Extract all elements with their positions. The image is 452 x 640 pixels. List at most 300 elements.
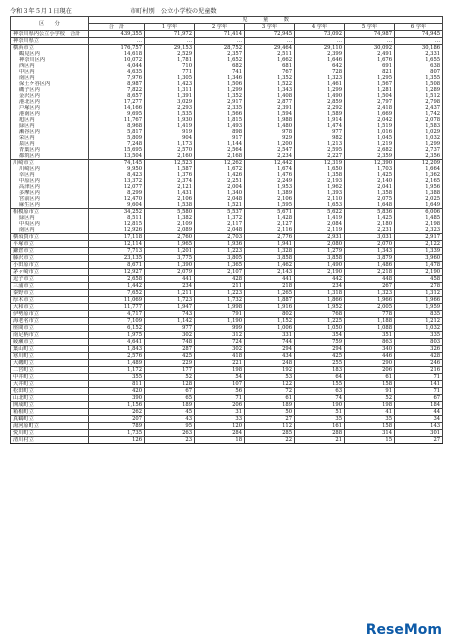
row-grade-1-value: 748 [145,339,195,346]
row-grade-5-value: 290 [345,360,395,367]
row-grade-5-value: 61 [345,374,395,381]
table-body [11,31,443,444]
row-grade-6-value: 1,289 [395,87,443,93]
row-grade-6-value: 12,209 [395,160,443,167]
header-grade-2: 2 学年 [195,24,245,31]
row-total-value: 12,815 [89,221,145,227]
row-grade-5-value: 1,966 [345,297,395,304]
row-grade-4-value: 1,914 [295,117,345,123]
table-row [11,325,443,332]
row-grade-6-value: 1,512 [395,93,443,99]
row-total-value: 1,843 [89,346,145,353]
row-grade-3-value: 2,391 [245,105,295,111]
row-district-name: 座間市立 [11,325,89,332]
row-grade-6-value: … [395,38,443,45]
table-row [11,395,443,402]
row-grade-3-value: 2,877 [245,99,295,105]
row-grade-5-value: 30,092 [345,45,395,52]
row-grade-5-value: 158 [345,423,395,430]
row-grade-1-value: 1,382 [145,215,195,221]
row-total-value: 74,145 [89,160,145,167]
row-grade-2-value: 31 [195,409,245,416]
row-grade-1-value: 904 [145,135,195,141]
row-grade-1-value: 1,930 [145,117,195,123]
row-total-value: 12,077 [89,184,145,190]
row-grade-5-value: 2,797 [345,99,395,105]
row-grade-3-value: 1,265 [245,290,295,297]
row-grade-5-value: 1,519 [345,123,395,129]
row-grade-5-value: 1,219 [345,141,395,147]
row-grade-3-value: 441 [245,276,295,283]
row-grade-6-value: 2,737 [395,147,443,153]
row-grade-4-value: 294 [295,346,345,353]
row-grade-1-value: 771 [145,69,195,75]
row-grade-2-value: 1,672 [195,166,245,172]
row-grade-2-value: 221 [195,360,245,367]
row-grade-1-value: 1,419 [145,123,195,129]
row-grade-2-value: 2,703 [195,234,245,241]
row-district-name: 清川村立 [11,437,89,444]
row-grade-1-value: 710 [145,63,195,69]
row-grade-4-value: 2,110 [295,196,345,202]
row-grade-6-value: 2,122 [395,241,443,248]
row-grade-1-value: 177 [145,367,195,374]
row-total-value: 811 [89,381,145,388]
row-grade-2-value: 284 [195,430,245,437]
row-grade-6-value: 1,355 [395,75,443,81]
row-grade-6-value: 216 [395,367,443,374]
row-grade-2-value: 741 [195,69,245,75]
row-grade-4-value: 1,279 [295,248,345,255]
row-total-value: 1,442 [89,283,145,290]
row-grade-3-value: 72,945 [245,31,295,38]
table-row [11,332,443,339]
row-district-name: 伊勢原市立 [11,311,89,318]
row-grade-4-value: 64 [295,374,345,381]
row-grade-3-value: … [245,38,295,45]
row-grade-5-value: 2,180 [345,221,395,227]
row-grade-6-value: 1,742 [395,111,443,117]
header-total: 合 計 [89,24,145,31]
row-grade-1-value: 2,529 [145,51,195,57]
table-row [11,234,443,241]
row-grade-3-value: 2,116 [245,227,295,234]
row-grade-4-value: 2,859 [295,99,345,105]
row-grade-6-value: 326 [395,346,443,353]
row-grade-2-value: 56 [195,388,245,395]
row-grade-5-value: 1,567 [345,81,395,87]
row-grade-4-value: 1,419 [295,215,345,221]
row-grade-4-value: 2,399 [295,51,345,57]
row-grade-1-value: 977 [145,325,195,332]
row-grade-5-value: 12,390 [345,160,395,167]
row-total-value: 14,166 [89,105,145,111]
row-total-value: 355 [89,374,145,381]
row-grade-3-value: 1,200 [245,141,295,147]
row-grade-3-value: 434 [245,353,295,360]
row-grade-3-value: 2,511 [245,51,295,57]
row-grade-4-value: 982 [295,135,345,141]
row-total-value: 7,652 [89,290,145,297]
row-grade-6-value: 6,006 [395,209,443,216]
row-grade-1-value: 189 [145,402,195,409]
row-grade-6-value: 141 [395,381,443,388]
row-total-value: 2,658 [89,276,145,283]
row-grade-3-value: 2,106 [245,196,295,202]
row-grade-5-value: 351 [345,332,395,339]
row-grade-6-value: 30,186 [395,45,443,52]
row-grade-6-value: 2,798 [395,99,443,105]
row-grade-2-value: 2,335 [195,105,245,111]
row-grade-5-value: 821 [345,69,395,75]
row-grade-3-value: 1,428 [245,215,295,221]
row-grade-3-value: 1,462 [245,262,295,269]
row-grade-4-value: 2,193 [295,178,345,184]
page-title: 市町村別 公立小学校の児童数 [130,8,217,15]
row-grade-5-value: 314 [345,430,395,437]
table-row [11,38,443,45]
row-grade-1-value: 2,760 [145,234,195,241]
row-grade-2-value: 120 [195,423,245,430]
row-grade-3-value: 1,887 [245,297,295,304]
row-district-name: 中区内 [11,69,89,75]
row-grade-2-value: 999 [195,325,245,332]
row-grade-5-value: 198 [345,402,395,409]
row-grade-3-value: 72 [245,388,295,395]
row-grade-3-value: 1,006 [245,325,295,332]
row-grade-6-value: 1,478 [395,262,443,269]
row-district-name: 都筑区内 [11,153,89,160]
row-grade-6-value: 835 [395,311,443,318]
table-row [11,311,443,318]
row-total-value: 439,355 [89,31,145,38]
row-grade-5-value: 2,418 [345,105,395,111]
row-grade-6-value: 1,032 [395,325,443,332]
row-district-name: 神奈川県内公立小学校 合計 [11,31,89,38]
row-grade-4-value: … [295,38,345,45]
row-grade-2-value: 1,352 [195,93,245,99]
row-grade-2-value: 206 [195,402,245,409]
row-grade-3-value: 2,234 [245,153,295,160]
row-total-value: 9,604 [89,202,145,209]
row-grade-5-value: 1,088 [345,325,395,332]
row-grade-5-value: 446 [345,353,395,360]
row-grade-6-value: 1,956 [395,184,443,190]
row-grade-4-value: 1,962 [295,184,345,190]
row-district-name: 泉区内 [11,141,89,147]
row-district-name: 南足柄市立 [11,332,89,339]
table-row [11,241,443,248]
row-grade-2-value: 2,251 [195,178,245,184]
row-grade-4-value: 21 [295,437,345,444]
row-grade-2-value: 2,917 [195,99,245,105]
row-grade-5-value: 41 [345,409,395,416]
row-district-name: 海老名市立 [11,318,89,325]
row-grade-3-value: 767 [245,69,295,75]
row-grade-6-value: 246 [395,360,443,367]
row-district-name: 平塚市立 [11,241,89,248]
row-grade-4-value: 977 [295,129,345,135]
row-grade-6-value: 44 [395,409,443,416]
row-grade-5-value: 778 [345,311,395,318]
row-grade-1-value: 287 [145,346,195,353]
row-total-value: 4,641 [89,339,145,346]
row-grade-3-value: 929 [245,135,295,141]
row-grade-4-value: 728 [295,69,345,75]
row-grade-4-value: 288 [295,430,345,437]
row-grade-4-value: 5,622 [295,209,345,216]
row-total-value: 9,695 [89,111,145,117]
row-grade-4-value: 51 [295,409,345,416]
row-district-name: 南区内 [11,227,89,234]
row-grade-3-value: 1,662 [245,57,295,63]
row-grade-4-value: 73,092 [295,31,345,38]
row-total-value: 4,635 [89,69,145,75]
row-total-value: 207 [89,416,145,423]
row-grade-1-value: 229 [145,360,195,367]
row-total-value: 1,975 [89,332,145,339]
row-grade-2-value: 2,564 [195,147,245,153]
row-total-value: 8,671 [89,262,145,269]
header-student-count: 児 童 数 [89,17,443,24]
row-grade-6-value: 2,190 [395,269,443,276]
row-grade-2-value: 71 [195,395,245,402]
row-district-name: 三浦市立 [11,283,89,290]
row-grade-5-value: 1,358 [345,190,395,196]
row-grade-4-value: 3,858 [295,255,345,262]
row-district-name: 宮前区内 [11,196,89,202]
row-total-value: 12,926 [89,227,145,234]
row-grade-1-value: 234 [145,283,195,290]
table-row [11,388,443,395]
row-grade-3-value: 3,858 [245,255,295,262]
row-grade-4-value: 642 [295,63,345,69]
row-grade-1-value: 425 [145,353,195,360]
row-grade-5-value: 267 [345,283,395,290]
row-grade-1-value: … [145,38,195,45]
row-grade-3-value: 189 [245,402,295,409]
row-grade-1-value: 1,305 [145,75,195,81]
table-row [11,346,443,353]
row-grade-1-value: 1,391 [145,93,195,99]
row-grade-2-value: 302 [195,346,245,353]
row-grade-1-value: 2,106 [145,196,195,202]
row-grade-3-value: 978 [245,129,295,135]
row-grade-6-value: 2,078 [395,117,443,123]
row-grade-5-value: 35 [345,416,395,423]
row-grade-4-value: 63 [295,388,345,395]
row-grade-1-value: 43 [145,416,195,423]
row-grade-1-value: 45 [145,409,195,416]
row-grade-1-value: 1,965 [145,241,195,248]
row-grade-2-value: 2,357 [195,51,245,57]
row-district-name: 多摩区内 [11,190,89,196]
row-total-value: … [89,38,145,45]
row-grade-1-value: 1,142 [145,318,195,325]
table-row [11,297,443,304]
row-grade-2-value: 898 [195,129,245,135]
row-district-name: 栄区内 [11,135,89,141]
row-grade-6-value: 71 [395,388,443,395]
table-row [11,367,443,374]
row-total-value: 5,817 [89,129,145,135]
row-grade-2-value: 428 [195,276,245,283]
row-grade-6-value: 807 [395,69,443,75]
row-grade-3-value: 2,143 [245,269,295,276]
header-grade-3: 3 学年 [245,24,295,31]
row-district-name: 港北区内 [11,99,89,105]
row-grade-3-value: 22 [245,437,295,444]
row-grade-3-value: 1,408 [245,93,295,99]
row-total-value: 6,152 [89,325,145,332]
row-district-name: 港南区内 [11,111,89,117]
row-grade-5-value: 1,343 [345,248,395,255]
row-grade-5-value: 1,676 [345,57,395,63]
row-district-name: 二宮町立 [11,367,89,374]
row-grade-1-value: 919 [145,129,195,135]
row-grade-2-value: 211 [195,283,245,290]
row-district-name: 緑区内 [11,215,89,221]
row-total-value: 8,987 [89,81,145,87]
table-row [11,437,443,444]
row-grade-4-value: 2,292 [295,105,345,111]
row-grade-1-value: 2,089 [145,227,195,234]
row-grade-1-value: 2,374 [145,178,195,184]
row-grade-6-value: 67 [395,395,443,402]
row-grade-2-value: 2,004 [195,184,245,190]
row-total-value: 7,713 [89,248,145,255]
row-grade-3-value: 1,953 [245,184,295,190]
row-grade-5-value: 1,703 [345,166,395,172]
row-total-value: 34,252 [89,209,145,216]
row-district-name: 箱根町立 [11,409,89,416]
header-grade-5: 5 学年 [345,24,395,31]
row-grade-4-value: 1,050 [295,325,345,332]
row-district-name: 小田原市立 [11,262,89,269]
row-grade-1-value: 71,972 [145,31,195,38]
row-grade-3-value: 1,328 [245,248,295,255]
row-grade-3-value: 1,522 [245,81,295,87]
row-grade-2-value: 28,752 [195,45,245,52]
row-grade-6-value: 803 [395,339,443,346]
row-grade-4-value: 1,650 [295,166,345,172]
row-grade-1-value: 1,423 [145,81,195,87]
row-grade-1-value: 2,109 [145,221,195,227]
row-total-value: 8,423 [89,172,145,178]
row-district-name: 寒川町立 [11,353,89,360]
row-grade-5-value: 448 [345,276,395,283]
row-grade-1-value: 743 [145,311,195,318]
row-grade-5-value: 1,188 [345,318,395,325]
row-total-value: 7,248 [89,141,145,147]
row-grade-2-value: 682 [195,63,245,69]
row-grade-3-value: 218 [245,283,295,290]
row-grade-5-value: 2,042 [345,117,395,123]
table-row [11,360,443,367]
row-district-name: 大和市立 [11,304,89,311]
row-grade-1-value: 2,079 [145,269,195,276]
row-district-name: 綾瀬市立 [11,339,89,346]
row-grade-6-value: 1,388 [395,190,443,196]
row-grade-5-value: 206 [345,367,395,374]
row-grade-6-value: 2,917 [395,234,443,241]
row-grade-2-value: 2,048 [195,196,245,202]
row-grade-2-value: 312 [195,332,245,339]
row-grade-1-value: 1,201 [145,248,195,255]
row-grade-5-value: 1,016 [345,129,395,135]
row-grade-2-value: 3,805 [195,255,245,262]
row-grade-2-value: 917 [195,135,245,141]
row-total-value: 11,767 [89,117,145,123]
row-grade-3-value: 1,343 [245,87,295,93]
row-total-value: 12,470 [89,196,145,202]
row-grade-6-value: 1,485 [395,215,443,221]
row-district-name: 山北町立 [11,395,89,402]
row-grade-6-value: 3,960 [395,255,443,262]
row-grade-6-value: 1,029 [395,129,443,135]
row-grade-2-value: 1,144 [195,141,245,147]
row-grade-5-value: 2,491 [345,51,395,57]
row-grade-3-value: 12,442 [245,160,295,167]
row-total-value: 13,504 [89,153,145,160]
row-grade-3-value: 1,595 [245,202,295,209]
row-grade-4-value: 1,589 [295,111,345,117]
row-grade-4-value: 2,080 [295,241,345,248]
row-district-name: 鎌倉市立 [11,248,89,255]
row-grade-6-value: 1,312 [395,290,443,297]
row-total-value: 126 [89,437,145,444]
row-total-value: 11,777 [89,304,145,311]
row-total-value: 2,576 [89,353,145,360]
row-district-name: 茅ヶ崎市立 [11,269,89,276]
row-grade-6-value: 1,339 [395,248,443,255]
row-grade-5-value: 1,425 [345,172,395,178]
row-district-name: 秦野市立 [11,290,89,297]
row-grade-2-value: 1,346 [195,75,245,81]
row-grade-1-value: 1,376 [145,172,195,178]
row-grade-2-value: 18 [195,437,245,444]
row-grade-4-value: 1,461 [295,81,345,87]
header-grade-4: 4 学年 [295,24,345,31]
resemom-logo: ReseMom [365,622,442,638]
row-district-name: 鶴見区内 [11,51,89,57]
row-grade-3-value: 1,480 [245,123,295,129]
row-grade-4-value: 1,393 [295,190,345,196]
row-grade-3-value: 2,249 [245,178,295,184]
row-total-value: 7,109 [89,318,145,325]
row-total-value: 1,735 [89,430,145,437]
table-row [11,353,443,360]
row-grade-2-value: 198 [195,367,245,374]
row-grade-5-value: 74,987 [345,31,395,38]
row-grade-4-value: 2,931 [295,234,345,241]
row-grade-5-value: 2,005 [345,304,395,311]
row-grade-5-value: 2,075 [345,196,395,202]
row-grade-5-value: 1,045 [345,135,395,141]
row-total-value: 10,072 [89,57,145,63]
row-grade-2-value: 791 [195,311,245,318]
row-grade-4-value: 155 [295,381,345,388]
row-grade-4-value: 1,213 [295,141,345,147]
row-district-name: 横浜市立 [11,45,89,52]
row-total-value: 1,489 [89,360,145,367]
row-grade-2-value: 54 [195,374,245,381]
row-district-name: 中原区内 [11,178,89,184]
row-grade-2-value: 1,566 [195,111,245,117]
row-grade-2-value: 1,506 [195,81,245,87]
row-grade-2-value: 5,537 [195,209,245,216]
table-row [11,255,443,262]
